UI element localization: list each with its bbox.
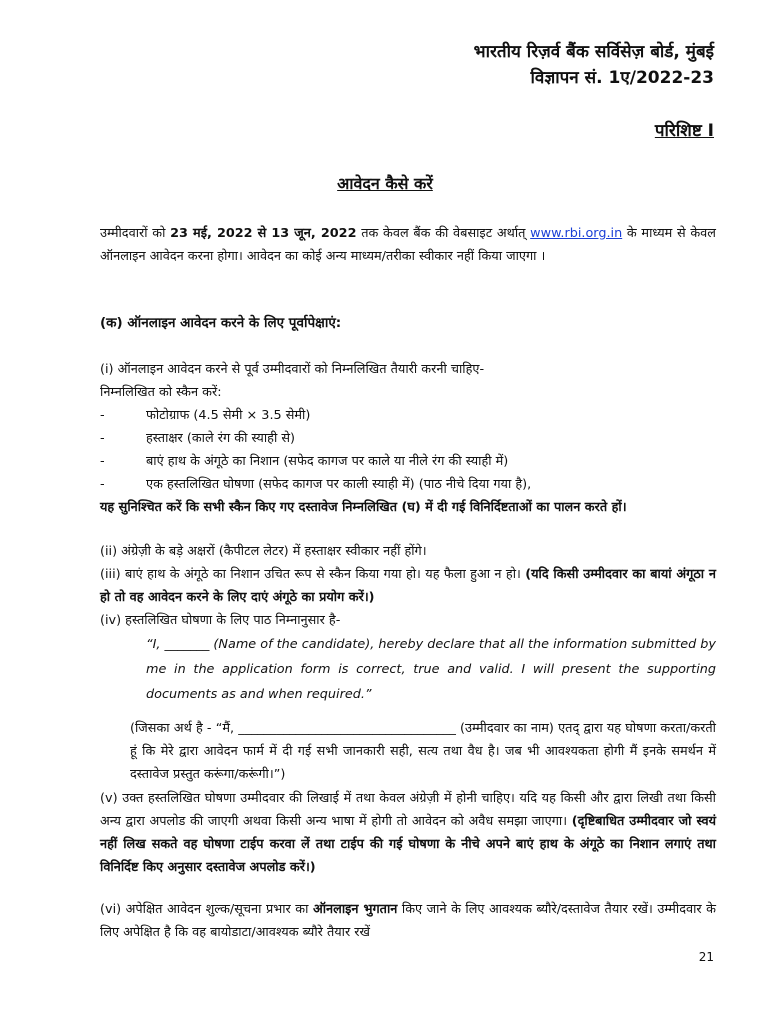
rbi-website-link[interactable]: www.rbi.org.in xyxy=(530,226,623,241)
item-iii: (iii) बाएं हाथ के अंगूठे का निशान उचित रूप से स्कैन किया गया हो। यह फैला हुआ न हो। (यदि किसी उम्मीदवार का बायां अंगूठा न हो तो वह आवेदन करने के लिए दाएं अंगूठे का प्रयोग करें।) xyxy=(100,567,716,605)
online-payment-label: ऑनलाइन भुगतान xyxy=(312,902,398,917)
item-v-bold: (दृष्टिबाधित उम्मीदवार जो स्वयं नहीं लिख सकते वह घोषणा टाईप करवा लें तथा टाईप की गई घोषणा के नीचे अपने बाएं हाथ के अंगूठे का निशान लगाएं तथा विनिर्दिष्ट किए अनुसार दस्तावेज अपलोड करें।) xyxy=(100,814,716,875)
list-item: - फोटोग्राफ (4.5 सेमी × 3.5 सेमी) xyxy=(100,408,311,423)
item-i xyxy=(100,358,716,404)
intro-paragraph xyxy=(100,222,716,268)
item-i-line-1: (i) ऑनलाइन आवेदन करने से पूर्व उम्मीदवारों को निम्नलिखित तैयारी करनी चाहिए- xyxy=(100,362,485,377)
list-item: - बाएं हाथ के अंगूठे का निशान (सफेद कागज पर काले या नीले रंग की स्याही में) xyxy=(100,454,509,469)
intro-text-2: तक केवल बैंक की वेबसाइट अर्थात् xyxy=(356,226,531,241)
org-name: भारतीय रिज़र्व बैंक सर्विसेज़ बोर्ड, मुंबई xyxy=(473,42,714,62)
intro-text-1: उम्मीदवारों को xyxy=(100,226,171,241)
declaration-hindi: (जिसका अर्थ है - “मैं, __________________________________ (उम्मीदवार का नाम) एतद् द्वारा यह घोषणा करता/करती हूं कि मेरे द्वारा आवेदन फार्म में दी गई सभी जानकारी सही, सत्य तथा वैध है। जब भी आवश्यकता होगी मैं इनके समर्थन में दस्तावेज प्रस्तुत करूंगा/करूंगी।”) xyxy=(130,721,717,782)
scan-list xyxy=(100,404,716,496)
item-ii: (ii) अंग्रेज़ी के बड़े अक्षरों (कैपीटल लेटर) में हस्ताक्षर स्वीकार नहीं होंगे। xyxy=(100,544,427,559)
declaration-english: “I, _______ (Name of the candidate), hereby declare that all the information submitted by me in the application form is correct, true and valid. I will present the supporting documents as and when required.” xyxy=(146,637,716,702)
item-v: (v) उक्त हस्तलिखित घोषणा उम्मीदवार की लिखाई में तथा केवल अंग्रेज़ी में होनी चाहिए। यदि यह किसी और द्वारा लिखी तथा किसी अन्य द्वारा अपलोड की जाएगी अथवा किसी अन्य भाषा में होगी तो आवेदन को अवैध समझा जाएगा। (दृष्टिबाधित उम्मीदवार जो स्वयं नहीं लिख सकते वह घोषणा टाईप करवा लें तथा टाईप की गई घोषणा के नीचे अपने बाएं हाथ के अंगूठे का निशान लगाएं तथा विनिर्दिष्ट किए अनुसार दस्तावेज अपलोड करें।) xyxy=(100,791,716,875)
item-vi: (vi) अपेक्षित आवेदन शुल्क/सूचना प्रभार का ऑनलाइन भुगतान किए जाने के लिए आवश्यक ब्यौरे/दस्तावेज तैयार रखें। उम्मीदवार के लिए अपेक्षित है कि वह बायोडाटा/आवश्यक ब्यौरे तैयार रखें xyxy=(100,902,717,940)
intro-text-3: के माध्यम से केवल ऑनलाइन आवेदन करना होगा। आवेदन का कोई अन्य माध्यम/तरीका स्वीकार नहीं किया जाएगा । xyxy=(100,226,716,264)
application-dates: 23 मई, 2022 से 13 जून, 2022 xyxy=(170,226,357,241)
item-iv: (iv) हस्तलिखित घोषणा के लिए पाठ निम्नानुसार है- xyxy=(100,613,341,628)
list-item: - हस्ताक्षर (काले रंग की स्याही से) xyxy=(100,431,295,446)
item-iii-bold: (यदि किसी उम्मीदवार का बायां अंगूठा न हो तो वह आवेदन करने के लिए दाएं अंगूठे का प्रयोग करें।) xyxy=(100,567,716,605)
page-title: आवेदन कैसे करें xyxy=(337,174,433,193)
advertisement-number: विज्ञापन सं. 1ए/2022-23 xyxy=(530,68,714,88)
item-i-line-2: निम्नलिखित को स्कैन करें: xyxy=(100,385,222,400)
list-item: - एक हस्तलिखित घोषणा (सफेद कागज पर काली स्याही में) (पाठ नीचे दिया गया है), xyxy=(100,477,532,492)
scan-requirement-note: यह सुनिश्चित करें कि सभी स्कैन किए गए दस्तावेज निम्नलिखित (घ) में दी गई विनिर्दिष्टताओं का पालन करते हों। xyxy=(100,500,627,515)
page-number: 21 xyxy=(698,950,714,964)
appendix-label: परिशिष्ट I xyxy=(654,121,714,141)
section-a-heading: (क) ऑनलाइन आवेदन करने के लिए पूर्वापेक्षाएं: xyxy=(100,315,342,331)
